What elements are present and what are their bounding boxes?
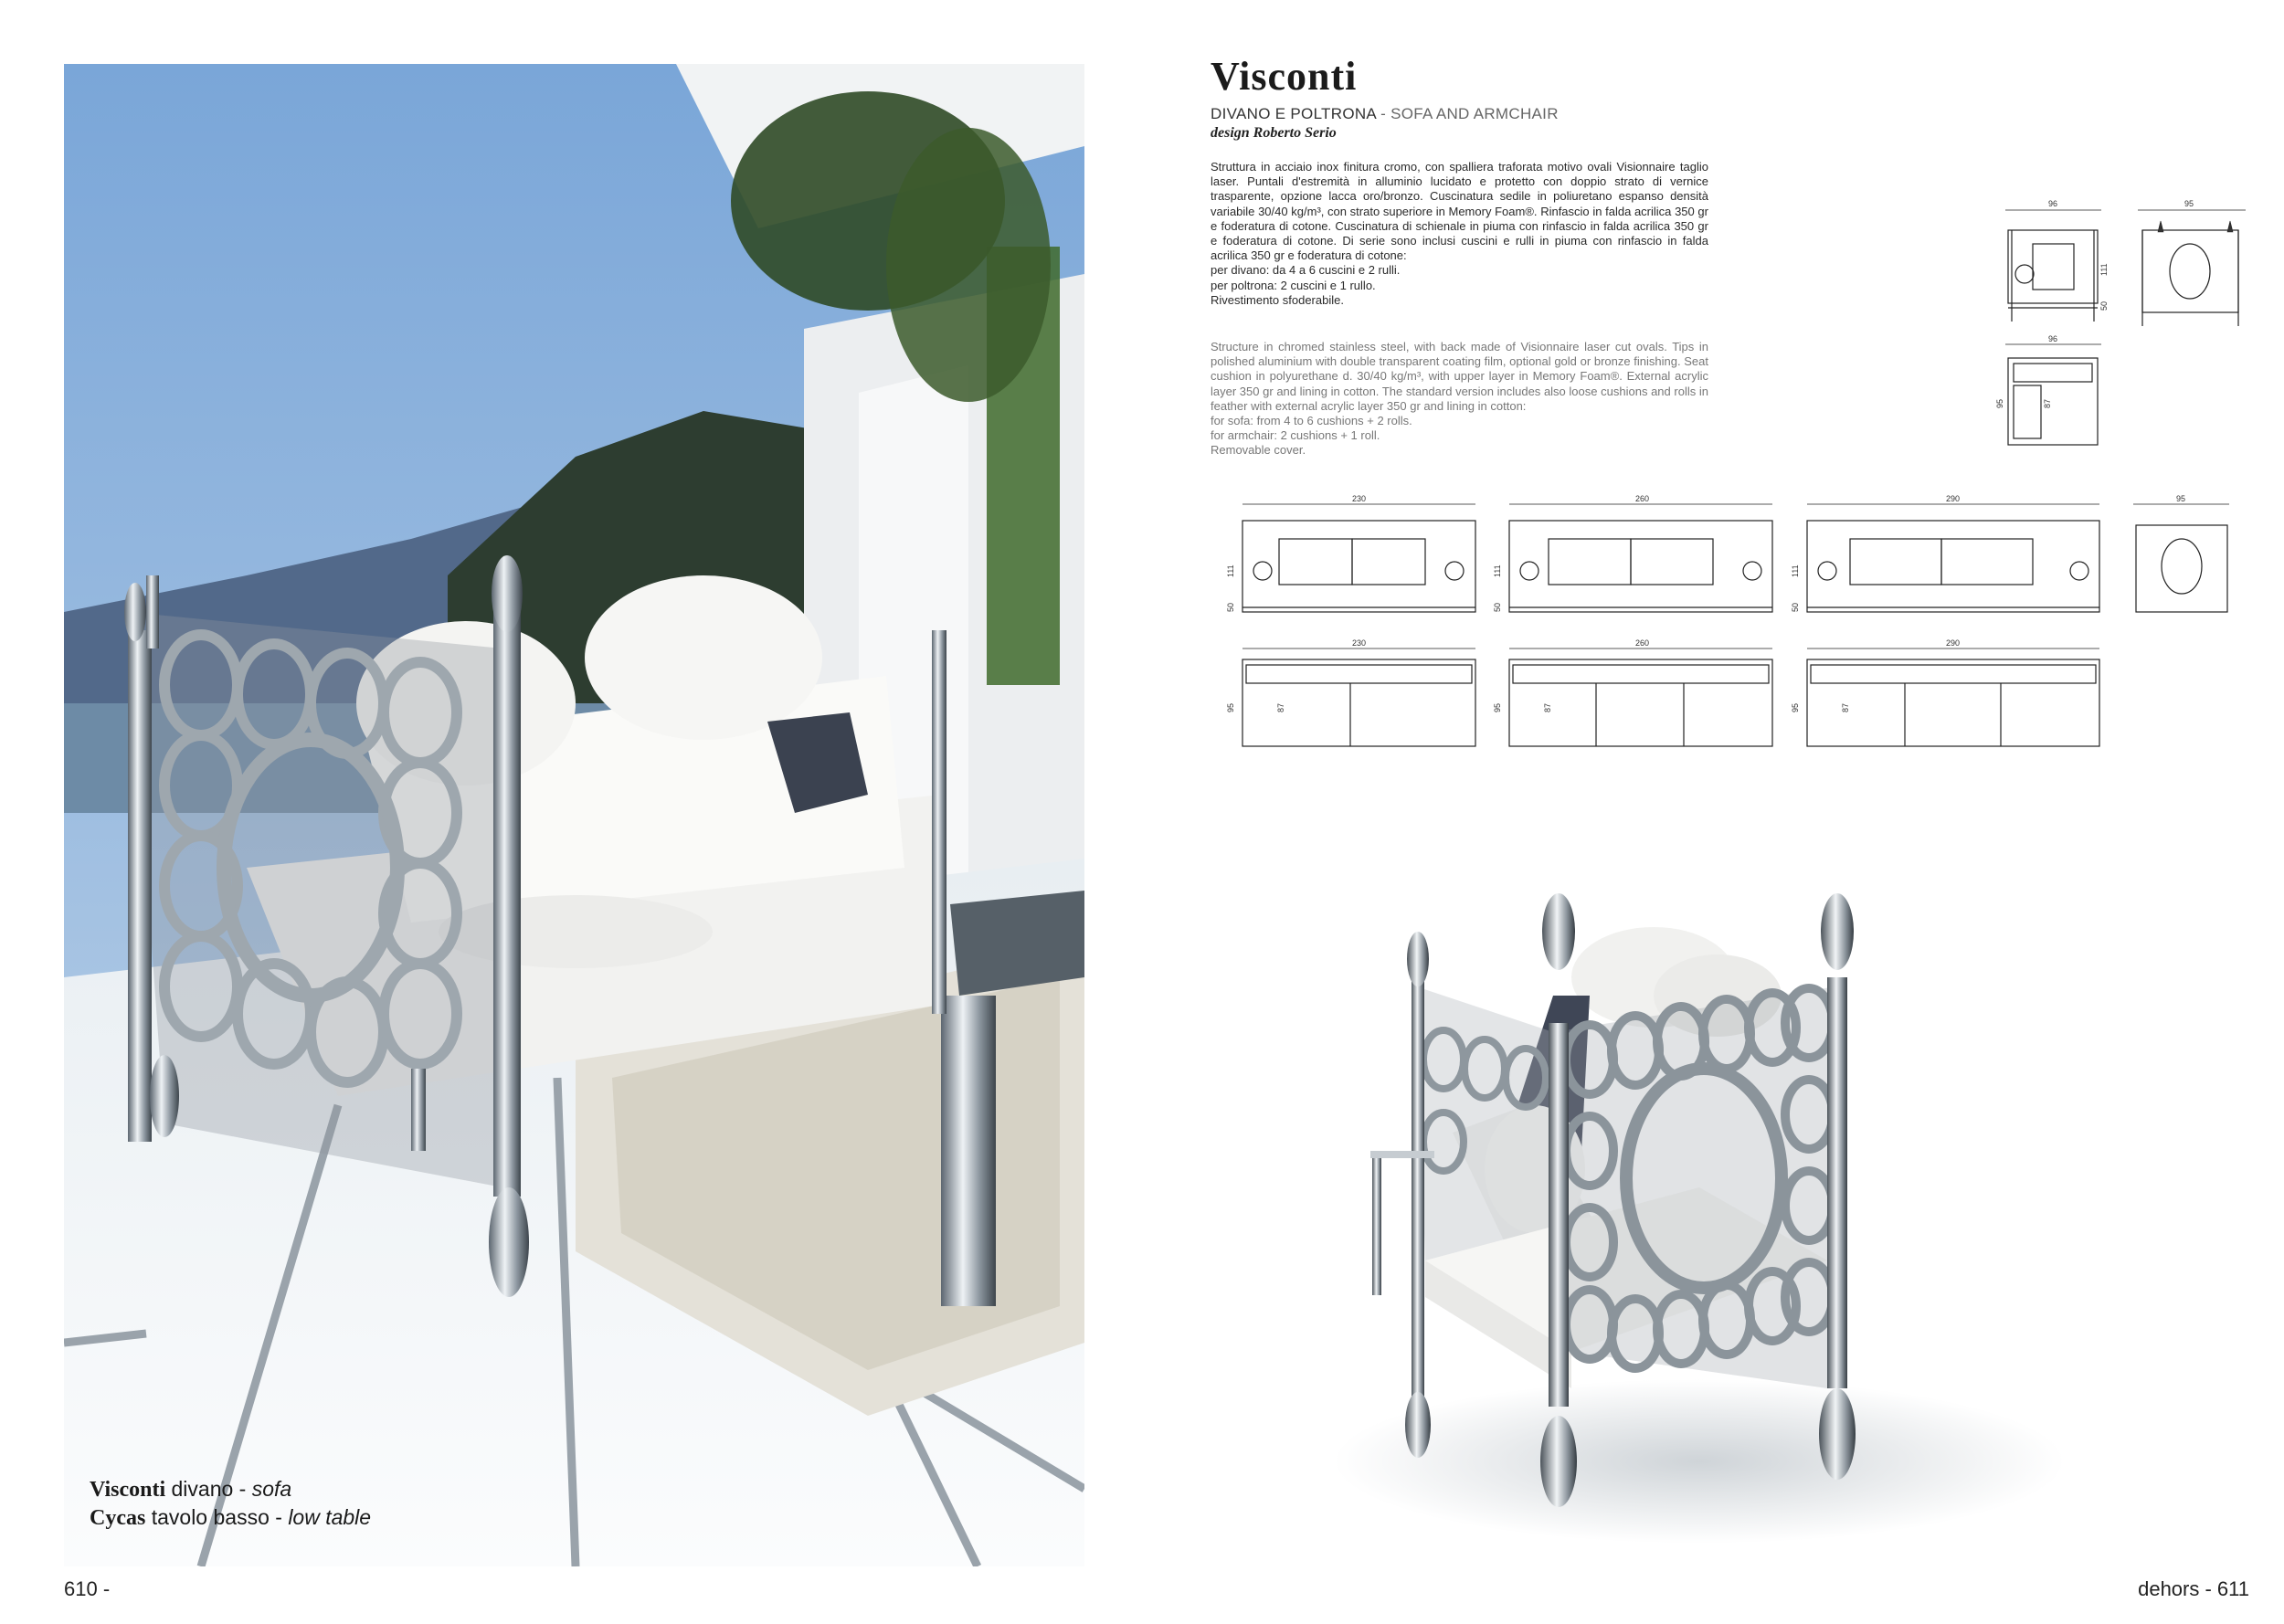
sofa-260-seat-height: 50 <box>1493 602 1502 612</box>
caption-type-it: divano - <box>171 1477 247 1501</box>
description-line: per poltrona: 2 cuscini e 1 rullo. <box>1211 278 1376 292</box>
armchair-seat-height: 50 <box>2099 301 2109 311</box>
sofa-290-depth: 95 <box>1791 702 1800 712</box>
sofa-260-seat-depth: 87 <box>1543 702 1552 712</box>
description-english <box>1211 340 1708 459</box>
finial-mark <box>2158 221 2163 232</box>
subtitle-en: - SOFA AND ARMCHAIR <box>1380 105 1559 122</box>
sofa-260-height: 111 <box>1493 564 1502 577</box>
sofa-230-seat-depth: 87 <box>1276 702 1285 712</box>
page-title: Visconti <box>1211 54 1358 99</box>
sofa-290-plan-width: 290 <box>1946 638 1961 648</box>
caption-type-en: low table <box>288 1505 372 1529</box>
sofa-260-plan-width: 260 <box>1635 638 1650 648</box>
sofa-side-width: 95 <box>2176 494 2186 503</box>
sofa-290-height: 111 <box>1791 564 1800 577</box>
armchair-technical-drawings <box>1992 194 2257 454</box>
caption-product-name: Cycas <box>90 1506 146 1530</box>
description-italian <box>1211 160 1708 308</box>
subtitle-it: DIVANO E POLTRONA <box>1211 105 1377 122</box>
caption-product-name: Visconti <box>90 1478 166 1502</box>
description-paragraph: Structure in chromed stainless steel, with back made of Visionnaire laser cut ovals. Tips in polished aluminium with double transparent coating film, optional gold or bronze finishing. Seat cushion in polyurethane d. 30/40 kg/m³, with upper layer in Memory Foam®. External acrylic layer 350 gr and lining in cotton. The standard version includes also loose cushions and rolls in feather with external acrylic layer 350 gr and lining in cotton: <box>1211 340 1708 413</box>
designer-credit: design Roberto Serio <box>1211 125 1337 141</box>
sofa-technical-drawings <box>1206 493 2275 758</box>
sofa-260-width: 260 <box>1635 494 1650 503</box>
product-subtitle <box>1211 105 1559 123</box>
sofa-photo-illustration <box>64 64 1084 1566</box>
description-line: Rivestimento sfoderabile. <box>1211 292 1344 307</box>
armchair-height: 111 <box>2099 263 2109 276</box>
sofa-230-width: 230 <box>1352 494 1367 503</box>
sofa-290-seat-height: 50 <box>1791 602 1800 612</box>
sofa-230-depth: 95 <box>1226 702 1235 712</box>
armchair-plan-depth: 95 <box>1995 398 2004 408</box>
description-paragraph: Struttura in acciaio inox finitura cromo, con spalliera traforata motivo ovali Visionnaire taglio laser. Puntali d'estremità in alluminio lucidato e protetto con doppio strato di vernice trasparente, opzione lacca oro/bronzo. Cuscinatura sedile in poliuretano espanso densità variabile 30/40 kg/m³, con strato superiore in Memory Foam®. Rinfascio in falda acrilica 350 gr e foderatura di cotone. Cuscinatura di schienale in piuma con rinfascio in falda acrilica 350 gr e foderatura di cotone. Di serie sono inclusi cuscini e rulli in piuma con rinfascio in falda acrilica 350 gr e foderatura di cotone: <box>1211 160 1708 263</box>
armchair-plan-width: 96 <box>2048 334 2058 343</box>
description-line: per divano: da 4 a 6 cuscini e 2 rulli. <box>1211 263 1401 278</box>
description-line: Removable cover. <box>1211 443 1306 458</box>
sofa-230-seat-height: 50 <box>1226 602 1235 612</box>
description-line: for sofa: from 4 to 6 cushions + 2 rolls. <box>1211 414 1412 428</box>
caption-type-en: sofa <box>251 1477 292 1501</box>
armchair-seat-depth: 87 <box>2043 398 2052 408</box>
sofa-photo <box>64 64 1084 1566</box>
caption-line-1 <box>90 1475 371 1503</box>
sofa-290-seat-depth: 87 <box>1841 702 1850 712</box>
armchair-photo <box>1316 877 2101 1553</box>
caption-type-it: tavolo basso - <box>151 1505 282 1529</box>
sofa-230-plan-width: 230 <box>1352 638 1367 648</box>
sofa-230-height: 111 <box>1226 564 1235 577</box>
armchair-front-width: 96 <box>2048 199 2058 208</box>
photo-caption <box>90 1475 371 1532</box>
description-line: for armchair: 2 cushions + 1 roll. <box>1211 428 1380 443</box>
sofa-290-width: 290 <box>1946 494 1961 503</box>
page-number-left: 610 - <box>64 1577 111 1600</box>
sofa-260-depth: 95 <box>1493 702 1502 712</box>
finial-mark <box>2227 221 2233 232</box>
caption-line-2 <box>90 1503 371 1532</box>
page-number-right: dehors - 611 <box>2138 1577 2249 1600</box>
armchair-side-width: 95 <box>2184 199 2194 208</box>
